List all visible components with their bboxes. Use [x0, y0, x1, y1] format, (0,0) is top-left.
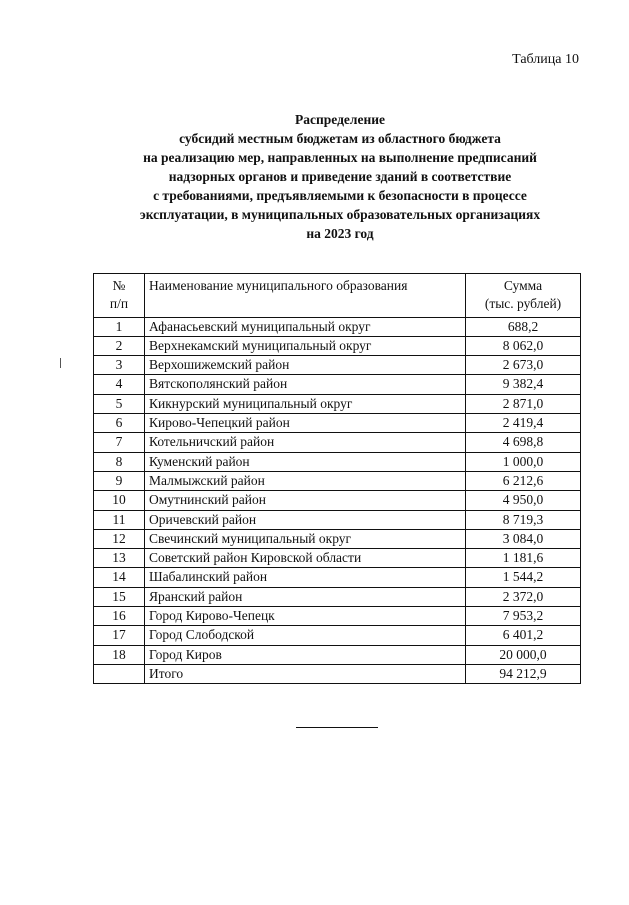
- row-name: Город Слободской: [145, 626, 466, 645]
- row-num: 7: [94, 433, 145, 452]
- table-row: [94, 336, 581, 355]
- row-sum: 20 000,0: [466, 645, 581, 664]
- heading-line: на 2023 год: [306, 226, 374, 241]
- table-row: [94, 317, 581, 336]
- row-name: Оричевский район: [145, 510, 466, 529]
- row-name: Свечинский муниципальный округ: [145, 529, 466, 548]
- table-row: [94, 510, 581, 529]
- table-row: [94, 452, 581, 471]
- header-num-line2: п/п: [109, 296, 129, 312]
- header-sum: [466, 274, 581, 318]
- heading-line: субсидий местным бюджетам из областного бюджета: [179, 131, 501, 146]
- row-name: Город Киров: [145, 645, 466, 664]
- row-sum: 9 382,4: [466, 375, 581, 394]
- row-sum: 8 062,0: [466, 336, 581, 355]
- header-sum-line1: Сумма: [503, 278, 543, 293]
- table-body: [94, 317, 581, 684]
- heading-line: надзорных органов и приведение зданий в соответствие: [168, 169, 512, 184]
- row-name: Вятскополянский район: [145, 375, 466, 394]
- table-header-row: [94, 274, 581, 318]
- row-name: Шабалинский район: [145, 568, 466, 587]
- row-num: 11: [94, 510, 145, 529]
- row-num: 17: [94, 626, 145, 645]
- row-sum: 8 719,3: [466, 510, 581, 529]
- row-name: Котельничский район: [145, 433, 466, 452]
- table-row: [94, 549, 581, 568]
- heading-line: на реализацию мер, направленных на выполнение предписаний: [143, 150, 537, 165]
- distribution-table: [93, 273, 581, 684]
- table-row: [94, 433, 581, 452]
- row-sum: 2 871,0: [466, 394, 581, 413]
- table-row: [94, 568, 581, 587]
- row-num: 5: [94, 394, 145, 413]
- row-num: 10: [94, 491, 145, 510]
- table-row: [94, 471, 581, 490]
- row-num: 8: [94, 452, 145, 471]
- row-name: Афанасьевский муниципальный округ: [145, 317, 466, 336]
- row-name: Советский район Кировской области: [145, 549, 466, 568]
- row-sum: 1 000,0: [466, 452, 581, 471]
- row-name: Кирово-Чепецкий район: [145, 414, 466, 433]
- row-num: 1: [94, 317, 145, 336]
- row-name: Омутнинский район: [145, 491, 466, 510]
- header-num: [94, 274, 145, 318]
- row-sum: 94 212,9: [466, 664, 581, 683]
- row-sum: 2 372,0: [466, 587, 581, 606]
- row-num: [94, 664, 145, 683]
- row-num: 6: [94, 414, 145, 433]
- margin-mark: [60, 358, 61, 368]
- row-num: 3: [94, 356, 145, 375]
- row-sum: 2 673,0: [466, 356, 581, 375]
- header-name: Наименование муниципального образования: [145, 274, 466, 318]
- row-sum: 688,2: [466, 317, 581, 336]
- row-num: 12: [94, 529, 145, 548]
- row-num: 18: [94, 645, 145, 664]
- row-sum: 6 401,2: [466, 626, 581, 645]
- row-sum: 6 212,6: [466, 471, 581, 490]
- end-separator-line: [296, 727, 378, 728]
- row-name: Куменский район: [145, 452, 466, 471]
- row-sum: 1 181,6: [466, 549, 581, 568]
- table-row: [94, 414, 581, 433]
- table-row: [94, 491, 581, 510]
- row-num: 9: [94, 471, 145, 490]
- row-sum: 2 419,4: [466, 414, 581, 433]
- table-row: [94, 394, 581, 413]
- row-num: 2: [94, 336, 145, 355]
- row-name: Город Кирово-Чепецк: [145, 607, 466, 626]
- table-row: [94, 375, 581, 394]
- table-row: [94, 529, 581, 548]
- row-name: Малмыжский район: [145, 471, 466, 490]
- row-num: 16: [94, 607, 145, 626]
- row-num: 13: [94, 549, 145, 568]
- row-sum: 4 698,8: [466, 433, 581, 452]
- header-sum-line2: (тыс. рублей): [484, 296, 562, 312]
- row-num: 15: [94, 587, 145, 606]
- row-name: Яранский район: [145, 587, 466, 606]
- row-num: 4: [94, 375, 145, 394]
- table-row: [94, 587, 581, 606]
- heading-line: с требованиями, предъявляемыми к безопасности в процессе: [153, 188, 527, 203]
- row-sum: 3 084,0: [466, 529, 581, 548]
- row-sum: 7 953,2: [466, 607, 581, 626]
- row-name: Верхнекамский муниципальный округ: [145, 336, 466, 355]
- table-row: [94, 645, 581, 664]
- table-row: [94, 356, 581, 375]
- table-number-label: Таблица 10: [512, 52, 579, 67]
- document-heading: [60, 110, 620, 243]
- table-total-row: [94, 664, 581, 683]
- row-name: Кикнурский муниципальный округ: [145, 394, 466, 413]
- heading-line: Распределение: [294, 112, 386, 127]
- row-sum: 1 544,2: [466, 568, 581, 587]
- row-num: 14: [94, 568, 145, 587]
- row-sum: 4 950,0: [466, 491, 581, 510]
- heading-line: эксплуатации, в муниципальных образовательных организациях: [139, 207, 541, 222]
- row-name: Верхошижемский район: [145, 356, 466, 375]
- table-row: [94, 626, 581, 645]
- header-num-line1: №: [112, 278, 126, 293]
- row-name: Итого: [145, 664, 466, 683]
- table-row: [94, 607, 581, 626]
